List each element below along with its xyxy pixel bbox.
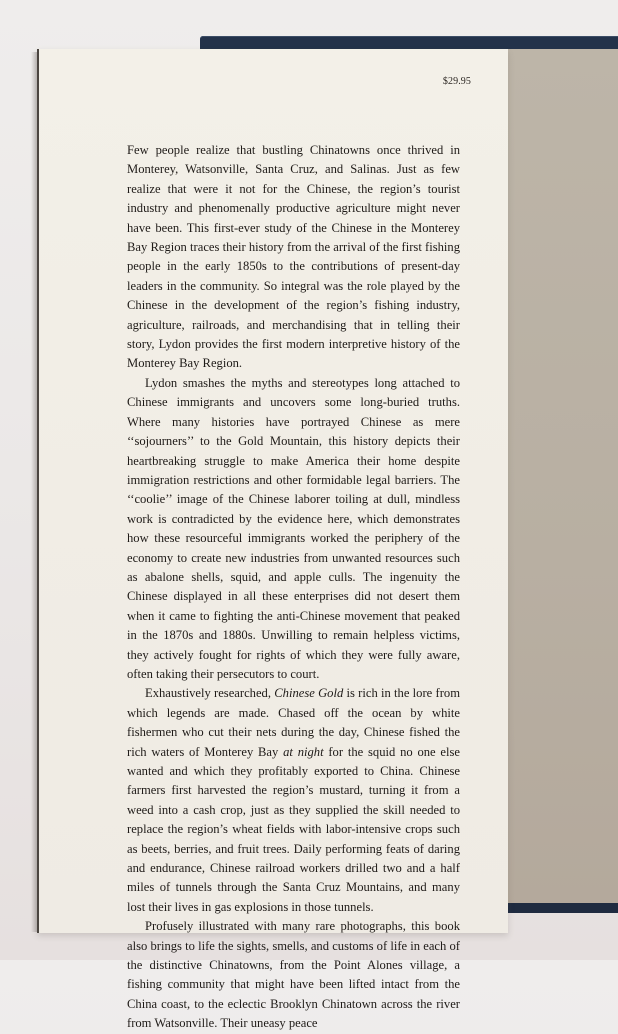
paragraph-3 [127, 684, 460, 917]
paragraph-4 [127, 917, 460, 1033]
dust-jacket-flap [37, 49, 508, 1031]
flap-copy [127, 141, 460, 1034]
paragraph-text: Profusely illustrated with many rare photographs, this book also brings to life the sights, smells, and customs of life in each of the distinctive Chinatowns, from the Point Alones village, a fishing community that might have been lifted intact from the China coast, to the eclectic Brooklyn Chinatown across the river from Watsonville. Their uneasy peace [127, 919, 460, 1031]
price-label: $29.95 [442, 76, 471, 87]
book-board-bottom-edge [500, 903, 618, 913]
paragraph-2 [127, 374, 460, 685]
book-board-top-edge [200, 36, 618, 50]
book-title-italic: Chinese Gold [274, 686, 344, 701]
paragraph-text: for the squid no one else wanted and which they profitably exported to China. Chinese farmers first harvested the region’s mustard, turning it from a weed into a cash crop, just as they supplied the skill needed to replace the region’s wheat fields with labor-intensive crops such as beets, berries, and fruit trees. Daily performing feats of daring and endurance, Chinese railroad workers drilled two and a half miles of tunnels through the Santa Cruz Mountains, and many lost their lives in gas explosions in those tunnels. [127, 744, 460, 914]
paragraph-text: Few people realize that bustling Chinatowns once thrived in Monterey, Watsonville, Santa Cruz, and Salinas. Just as few realize that were it not for the Chinese, the region’s tourist industry and phenomenally productive agriculture might never have been. This first-ever study of the Chinese in the Monterey Bay Region traces their history from the arrival of the first fishing people in the early 1850s to the contributions of present-day leaders in the community. So integral was the role played by the Chinese in the development of the region’s fishing industry, agriculture, railroads, and merchandising that in telling their story, Lydon provides the first modern interpretive history of the Monterey Bay Region. [127, 143, 460, 371]
paragraph-1 [127, 141, 460, 374]
endpaper [506, 49, 618, 903]
paragraph-text: is rich in the lore from which legends are made. Chased off the ocean by white fishermen who cut their nets during the day, Chinese fished the rich waters of Monterey Bay [127, 686, 460, 759]
paragraph-text: Exhaustively researched, [145, 686, 275, 701]
emphasis-italic: at night [283, 744, 324, 759]
paragraph-text: Lydon smashes the myths and stereotypes long attached to Chinese immigrants and uncovers some long-buried truths. Where many histories have portrayed Chinese as mere ‘‘sojourners’’ to the Gold Mountain, this history depicts their heartbreaking struggle to make America their home despite immigration restrictions and other formidable legal barriers. The ‘‘coolie’’ image of the Chinese laborer toiling at dull, mindless work is contradicted by the evidence here, which demonstrates how these resourceful immigrants worked the periphery of the economy to create new industries from unwanted resources such as abalone shells, squid, and apple culls. The ingenuity the Chinese displayed in all these enterprises did not desert them when it came to fighting the anti-Chinese movement that peaked in the 1870s and 1880s. Unwilling to remain helpless victims, they actively fought for rights of which they were fully aware, often taking their persecutors to court. [127, 375, 460, 681]
